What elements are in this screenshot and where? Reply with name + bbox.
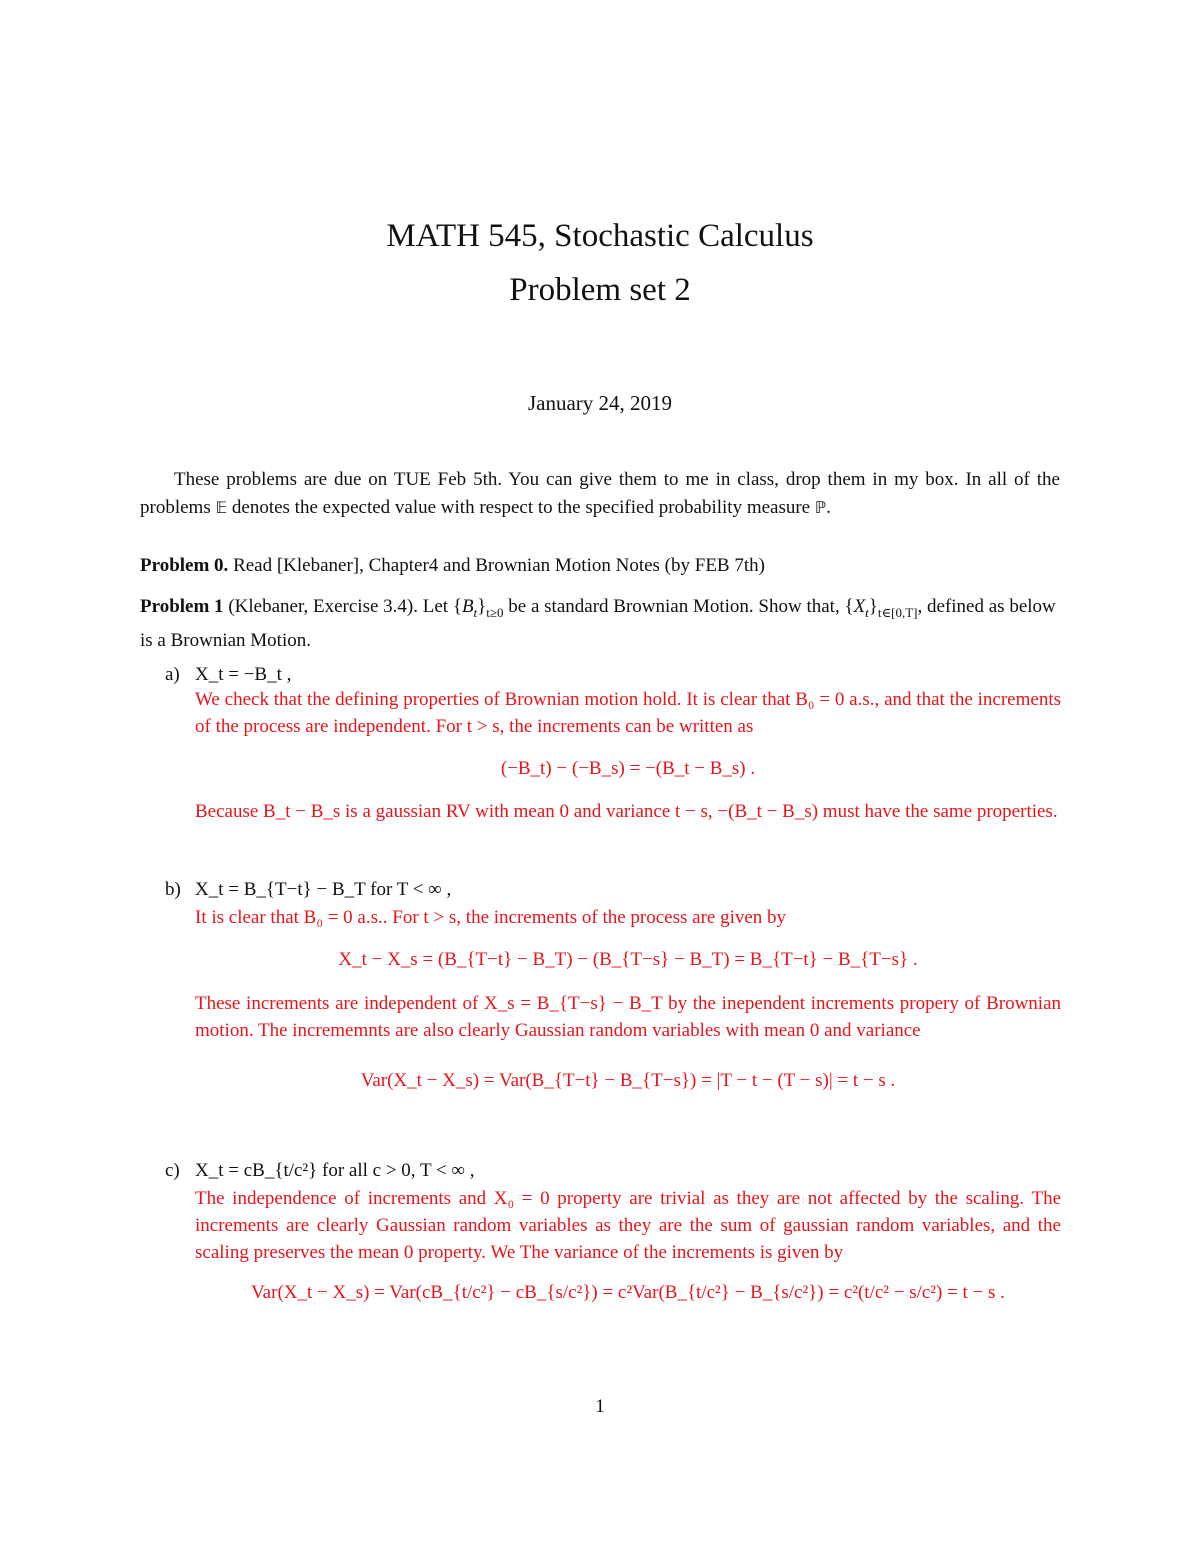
item-c-statement: X_t = cB_{t/c²} for all c > 0, T < ∞ , (195, 1160, 475, 1181)
date: January 24, 2019 (527, 391, 673, 415)
item-a-equation: (−B_t) − (−B_s) = −(B_t − B_s) . (500, 758, 756, 779)
intro-paragraph: These problems are due on TUE Feb 5th. You can give them to me in class, drop them in my box. In all of the problems 𝔼 denotes the expected value with respect to the specified probability measure ℙ. (140, 469, 1060, 518)
item-a-label: a) (165, 664, 180, 685)
item-b-statement: X_t = B_{T−t} − B_T for T < ∞ , (195, 879, 452, 900)
problem-1: Problem 1 (Klebaner, Exercise 3.4). Let $\{B_t\}_{t\ge 0}$ be a standard Brownian Motion. Show that, $\{X_t\}_{t\in[0,T]}$, defined as below is a Brownian Motion. (140, 596, 1056, 651)
item-a-answer-2: Because B_t − B_s is a gaussian RV with mean 0 and variance t − s, −(B_t − B_s) must have the same properties. (195, 801, 1058, 822)
item-b-label: b) (165, 879, 181, 900)
item-b-equation-1: X_t − X_s = (B_{T−t} − B_T) − (B_{T−s} − B_T) = B_{T−t} − B_{T−s} . (338, 949, 918, 970)
item-b-equation-2: Var(X_t − X_s) = Var(B_{T−t} − B_{T−s}) = |T − t − (T − s)| = t − s . (360, 1070, 896, 1091)
item-c-label: c) (165, 1160, 180, 1181)
item-c-answer: The independence of increments and X₀ = 0 property are trivial as they are not affected by the scaling. The increments are clearly Gaussian random variables as they are the sum of gaussian random variables, and the scaling preserves the mean 0 property. We The variance of the increments is given by (195, 1188, 1061, 1263)
item-a-answer: We check that the defining properties of Brownian motion hold. It is clear that B₀ = 0 a.s., and that the increments of the process are independent. For t > s, the increments can be written as (195, 689, 1061, 737)
item-b-answer-2: These increments are independent of X_s = B_{T−s} − B_T by the inependent increments propery of Brownian motion. The incrememnts are also clearly Gaussian random variables with mean 0 and variance (195, 993, 1061, 1041)
item-b-answer: It is clear that B₀ = 0 a.s.. For t > s, the increments of the process are given by (195, 907, 787, 928)
course-title: MATH 545, Stochastic Calculus (386, 218, 814, 254)
page-number: 1 (595, 1396, 605, 1417)
item-c-equation: Var(X_t − X_s) = Var(cB_{t/c²} − cB_{s/c²}) = c²Var(B_{t/c²} − B_{s/c²}) = c²(t/c² − s/c²) = t − s . (251, 1282, 1005, 1303)
problem-set-title: Problem set 2 (509, 272, 691, 308)
item-a-statement: X_t = −B_t , (195, 664, 292, 685)
problem-0: Problem 0. Read [Klebaner], Chapter4 and Brownian Motion Notes (by FEB 7th) (140, 555, 765, 576)
